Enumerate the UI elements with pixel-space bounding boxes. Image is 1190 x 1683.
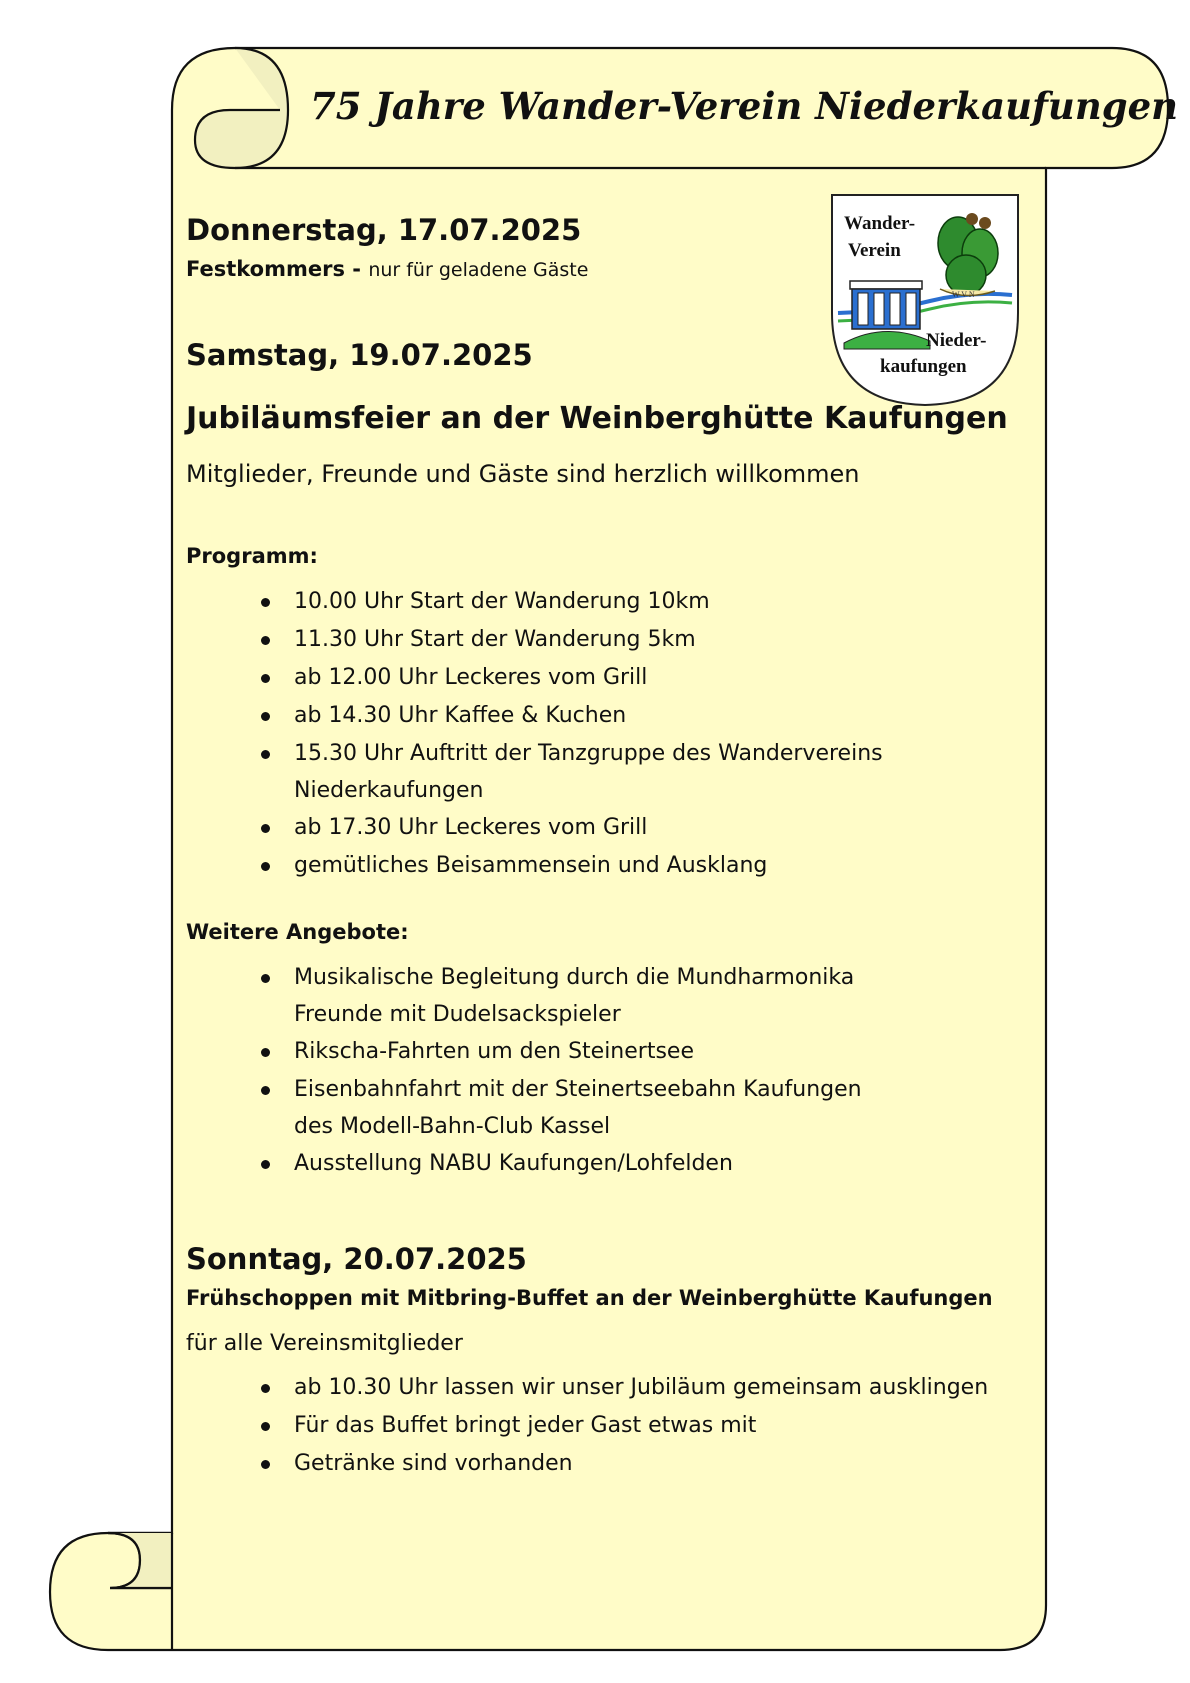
bullet-icon: [261, 750, 270, 759]
bullet-icon: [261, 862, 270, 871]
sunday-list: [186, 1369, 1026, 1483]
page-title: 75 Jahre Wander-Verein Niederkaufungen: [310, 84, 1179, 128]
list-item: gemütliches Beisammensein und Ausklang: [186, 847, 1114, 885]
bullet-icon: [261, 674, 270, 683]
saturday-date: Samstag, 19.07.2025: [186, 338, 533, 372]
list-item: Musikalische Begleitung durch die Mundharmonika Freunde mit Dudelsackspieler: [186, 959, 1114, 1033]
thursday-event-title: Festkommers -: [186, 257, 361, 281]
thursday-date: Donnerstag, 17.07.2025: [186, 213, 582, 247]
bullet-icon: [261, 1384, 270, 1393]
list-item: Für das Buffet bringt jeder Gast etwas mit: [186, 1407, 1114, 1445]
list-item: ab 14.30 Uhr Kaffee & Kuchen: [186, 697, 1114, 735]
thursday-event: [186, 254, 1026, 285]
offers-list: [186, 959, 1026, 1183]
bullet-icon: [261, 712, 270, 721]
logo-text-line2: Verein: [848, 240, 901, 261]
saturday-welcome: Mitglieder, Freunde und Gäste sind herzlich willkommen: [186, 460, 860, 488]
thursday-event-note: nur für geladene Gäste: [368, 259, 589, 281]
list-item: ab 12.00 Uhr Leckeres vom Grill: [186, 659, 1114, 697]
list-item: 15.30 Uhr Auftritt der Tanzgruppe des Wandervereins Niederkaufungen: [186, 735, 1114, 809]
list-item: ab 17.30 Uhr Leckeres vom Grill: [186, 809, 1114, 847]
list-item: Ausstellung NABU Kaufungen/Lohfelden: [186, 1145, 1114, 1183]
bullet-icon: [261, 1460, 270, 1469]
bullet-icon: [261, 1086, 270, 1095]
bullet-icon: [261, 974, 270, 983]
bullet-icon: [261, 1048, 270, 1057]
logo-text-line3: Nieder-: [926, 330, 987, 351]
list-item: 10.00 Uhr Start der Wanderung 10km: [186, 583, 1114, 621]
logo-text-line4: kaufungen: [880, 356, 967, 377]
sunday-date: Sonntag, 20.07.2025: [186, 1242, 527, 1276]
event-content: [186, 210, 1026, 1483]
bullet-icon: [261, 1422, 270, 1431]
program-heading: Programm:: [186, 544, 318, 568]
sunday-audience: für alle Vereinsmitglieder: [186, 1331, 463, 1356]
bullet-icon: [261, 598, 270, 607]
saturday-event: Jubiläumsfeier an der Weinberghütte Kaufungen: [186, 401, 1008, 436]
program-list: [186, 583, 1026, 885]
list-item: 11.30 Uhr Start der Wanderung 5km: [186, 621, 1114, 659]
logo-text-line1: Wander-: [844, 213, 916, 234]
list-item: Getränke sind vorhanden: [186, 1445, 1114, 1483]
bullet-icon: [261, 636, 270, 645]
sunday-event: Frühschoppen mit Mitbring-Buffet an der Weinberghütte Kaufungen: [186, 1286, 993, 1310]
bullet-icon: [261, 824, 270, 833]
logo-ribbon-text: W V N: [952, 290, 975, 299]
list-item: Eisenbahnfahrt mit der Steinertseebahn Kaufungen des Modell-Bahn-Club Kassel: [186, 1071, 1114, 1145]
offers-heading: Weitere Angebote:: [186, 920, 409, 944]
bullet-icon: [261, 1160, 270, 1169]
list-item: Rikscha-Fahrten um den Steinertsee: [186, 1033, 1114, 1071]
list-item: ab 10.30 Uhr lassen wir unser Jubiläum gemeinsam ausklingen: [186, 1369, 1114, 1407]
